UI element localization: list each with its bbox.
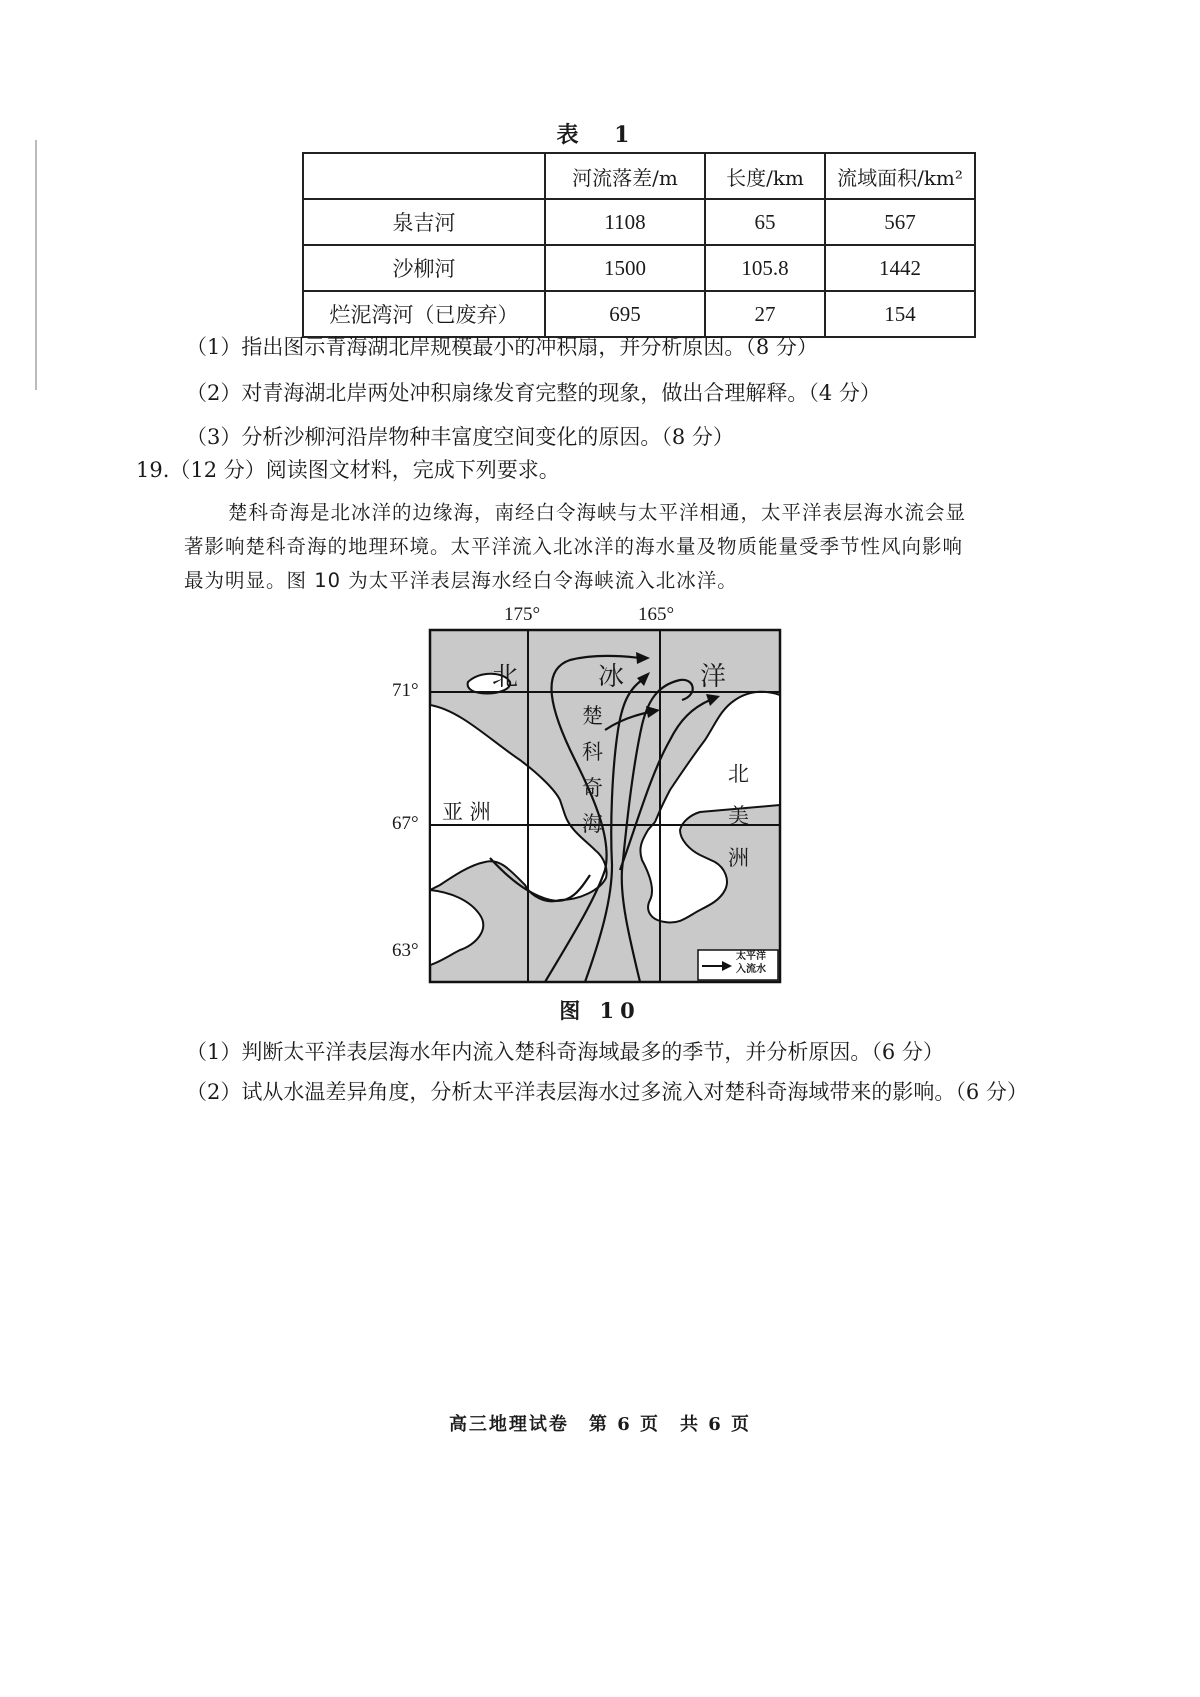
longitude-label: 175°	[504, 604, 541, 625]
latitude-label: 71°	[392, 680, 419, 701]
scan-margin-line	[35, 140, 37, 390]
north-america-label: 洲	[728, 846, 749, 870]
table-header-row	[303, 153, 975, 199]
question-19-1: （1）判断太平洋表层海水年内流入楚科奇海域最多的季节，并分析原因。（6 分）	[186, 1040, 944, 1064]
ocean-label: 冰	[598, 662, 625, 692]
figure-caption: 图 10	[559, 998, 641, 1023]
material-paragraph-line: 最为明显。图 10 为太平洋表层海水经白令海峡流入北冰洋。	[184, 569, 738, 592]
river-length: 27	[705, 291, 825, 337]
chukchi-sea-map	[380, 600, 820, 990]
river-area: 154	[825, 291, 975, 337]
table-row	[303, 199, 975, 245]
table-row	[303, 291, 975, 337]
latitude-label: 63°	[392, 940, 419, 961]
sea-label: 科	[582, 740, 603, 764]
sea-label: 奇	[582, 776, 603, 800]
legend-label-line: 入流水	[736, 964, 766, 975]
ocean-label: 洋	[700, 662, 727, 692]
question-19-header: 19.（12 分）阅读图文材料，完成下列要求。	[136, 458, 560, 482]
question-19-2: （2）试从水温差异角度，分析太平洋表层海水过多流入对楚科奇海域带来的影响。（6 分）	[186, 1080, 1028, 1104]
river-length: 65	[705, 199, 825, 245]
question-18-1: （1）指出图示青海湖北岸规模最小的冲积扇，并分析原因。（8 分）	[186, 335, 818, 359]
longitude-label: 165°	[638, 604, 675, 625]
sea-label: 楚	[582, 704, 603, 728]
ocean-label: 北	[492, 662, 519, 692]
legend-label-line: 太平洋	[736, 951, 766, 962]
river-length: 105.8	[705, 245, 825, 291]
material-paragraph-line: 楚科奇海是北冰洋的边缘海，南经白令海峡与太平洋相通，太平洋表层海水流会显	[228, 501, 967, 524]
table-header-cell	[303, 153, 545, 199]
river-area: 567	[825, 199, 975, 245]
legend-label	[736, 950, 766, 976]
latitude-label: 67°	[392, 813, 419, 834]
river-area: 1442	[825, 245, 975, 291]
river-name: 烂泥湾河（已废弃）	[303, 291, 545, 337]
table-header-cell: 河流落差/m	[545, 153, 705, 199]
north-america-label: 美	[728, 804, 749, 828]
question-18-3: （3）分析沙柳河沿岸物种丰富度空间变化的原因。（8 分）	[186, 425, 734, 449]
river-name: 沙柳河	[303, 245, 545, 291]
table-header-cell: 流域面积/km²	[825, 153, 975, 199]
sea-label: 海	[582, 812, 603, 836]
material-paragraph-line: 著影响楚科奇海的地理环境。太平洋流入北冰洋的海水量及物质能量受季节性风向影响	[184, 535, 964, 558]
page-footer: 高三地理试卷 第 6 页 共 6 页	[448, 1414, 752, 1435]
river-drop: 1108	[545, 199, 705, 245]
table-caption: 表 1	[556, 122, 644, 148]
table-header-cell: 长度/km	[705, 153, 825, 199]
river-name: 泉吉河	[303, 199, 545, 245]
river-drop: 1500	[545, 245, 705, 291]
question-18-2: （2）对青海湖北岸两处冲积扇缘发育完整的现象，做出合理解释。（4 分）	[186, 381, 881, 405]
table-row	[303, 245, 975, 291]
asia-label: 亚 洲	[442, 800, 491, 824]
river-table	[302, 152, 976, 338]
north-america-label: 北	[728, 762, 749, 786]
river-drop: 695	[545, 291, 705, 337]
